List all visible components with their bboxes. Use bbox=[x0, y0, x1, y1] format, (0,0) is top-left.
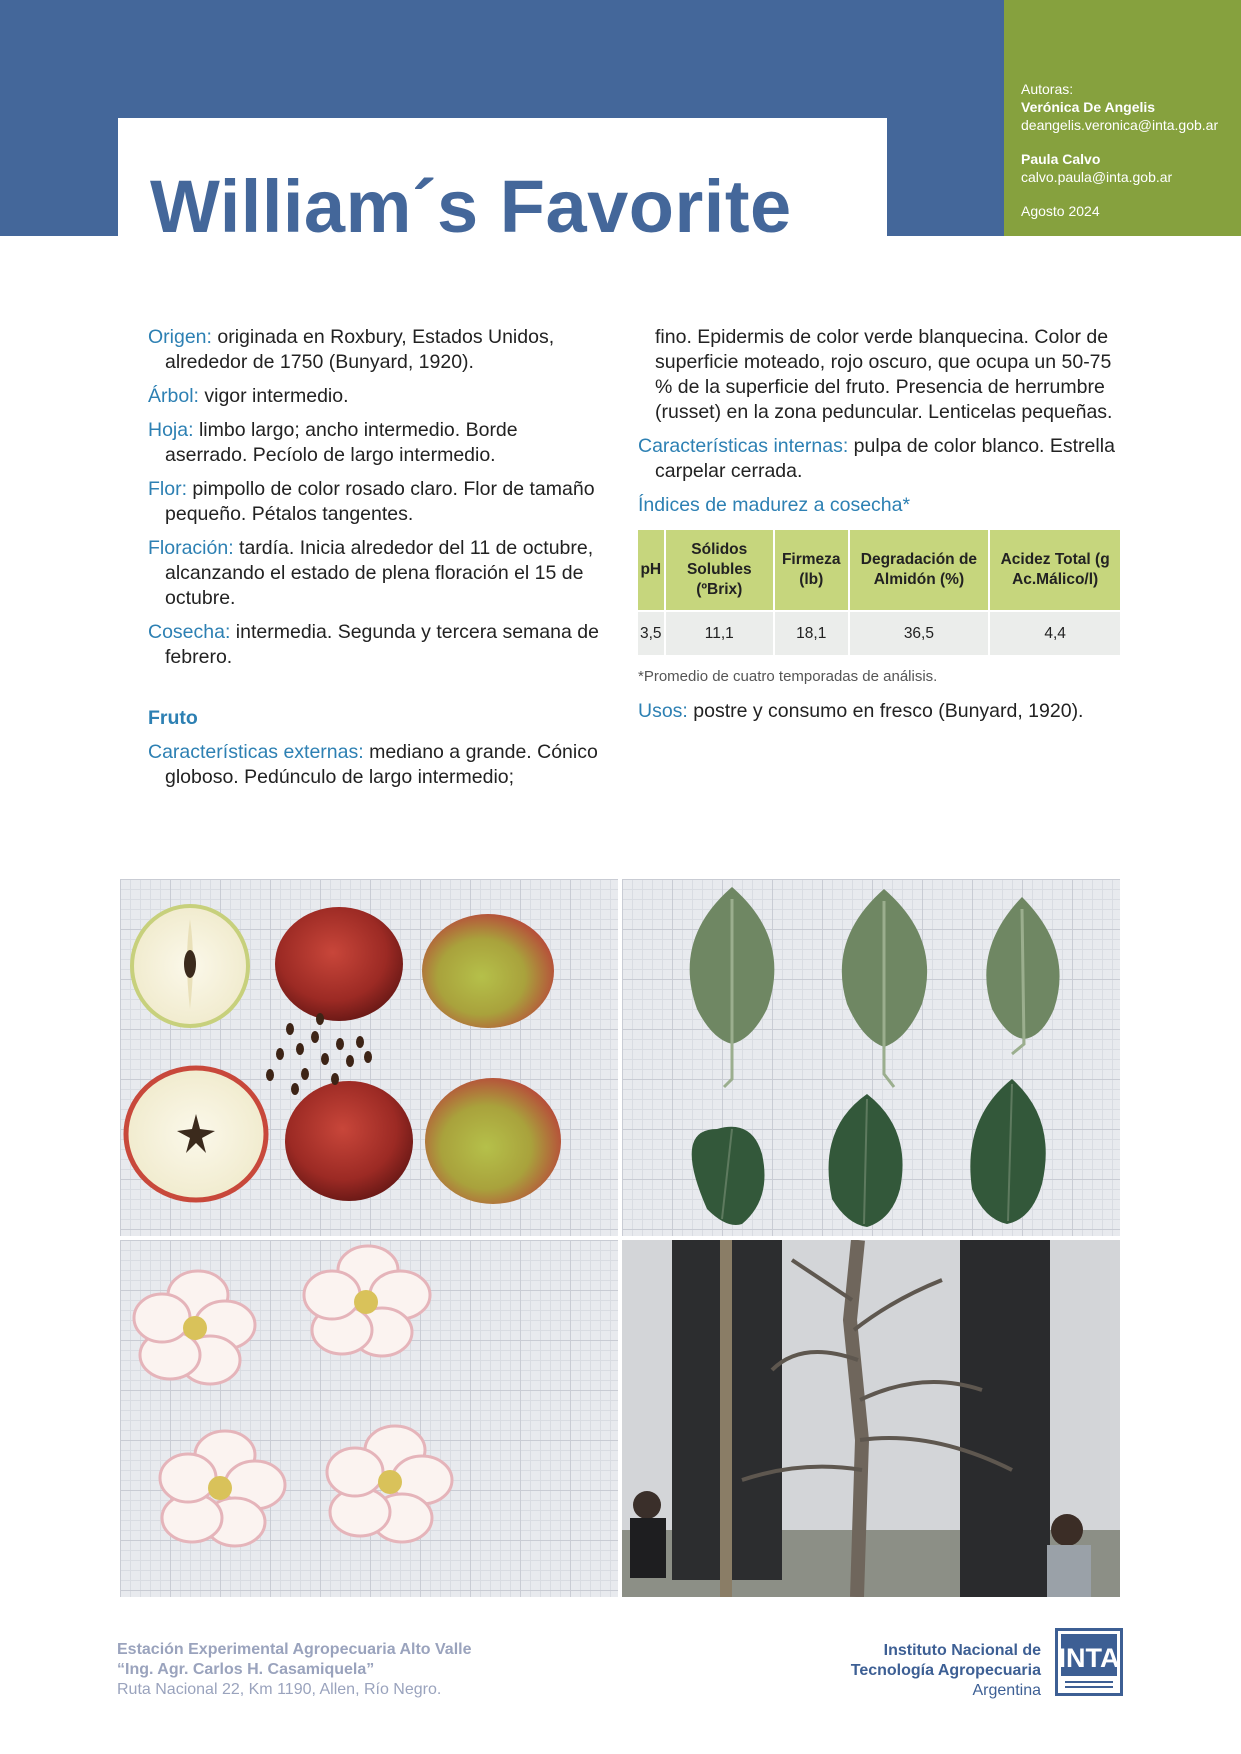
ext-continuation: fino. Epidermis de color verde blanquecina. Color de superficie moteado, rojo oscuro, que ocupa un 50-75 % de la superficie del fruto. Presencia de herrumbre (russet) en la zona peduncular. Lenticelas pequeñas. bbox=[655, 326, 1113, 423]
station-address bbox=[117, 1640, 471, 1700]
floracion-text: tardía. Inicia alrededor del 11 de octubre, alcanzando el estado de plena floración el 15 de octubre. bbox=[165, 537, 594, 609]
maturity-table bbox=[636, 530, 1122, 655]
value-ph: 3,5 bbox=[638, 610, 664, 655]
ext-text: mediano a grande. Cónico globoso. Pedúnculo de largo intermedio; bbox=[165, 741, 598, 788]
int-paragraph bbox=[638, 434, 1123, 484]
arbol-label: Árbol: bbox=[148, 385, 199, 407]
author1-name: Verónica De Angelis bbox=[1021, 99, 1156, 115]
flower-photo bbox=[120, 1240, 618, 1597]
fruto-heading: Fruto bbox=[148, 707, 198, 729]
page-title: William´s Favorite bbox=[150, 165, 792, 248]
floracion-label: Floración: bbox=[148, 537, 234, 559]
arbol-text: vigor intermedio. bbox=[198, 385, 349, 407]
authors-block bbox=[1021, 80, 1233, 220]
right-column bbox=[638, 325, 1123, 733]
flor-paragraph bbox=[148, 477, 603, 527]
station-name: Estación Experimental Agropecuaria Alto Valle bbox=[117, 1641, 472, 1658]
arbol-paragraph bbox=[148, 384, 603, 409]
value-almidon: 36,5 bbox=[850, 610, 989, 655]
int-text: pulpa de color blanco. Estrella carpelar cerrada. bbox=[655, 435, 1115, 482]
logo-text: INTA bbox=[1058, 1643, 1120, 1673]
header-solidos: Sólidos Solubles (ºBrix) bbox=[666, 530, 773, 610]
header-almidon: Degradación de Almidón (%) bbox=[850, 530, 989, 610]
institution-name bbox=[851, 1641, 1041, 1701]
floracion-paragraph bbox=[148, 536, 603, 611]
header-ph: pH bbox=[638, 530, 664, 610]
author1-email[interactable]: deangelis.veronica@inta.gob.ar bbox=[1021, 117, 1219, 133]
value-firmeza: 18,1 bbox=[775, 610, 848, 655]
usos-paragraph bbox=[638, 699, 1123, 724]
table-header-row bbox=[638, 530, 1120, 610]
author2-email[interactable]: calvo.paula@inta.gob.ar bbox=[1021, 169, 1173, 185]
authors-label: Autoras: bbox=[1021, 81, 1074, 97]
station-subname: “Ing. Agr. Carlos H. Casamiquela” bbox=[117, 1661, 375, 1678]
table-row bbox=[638, 610, 1120, 655]
header-acidez: Acidez Total (g Ac.Málico/l) bbox=[990, 530, 1120, 610]
institution-line2: Tecnología Agropecuaria bbox=[850, 1662, 1041, 1679]
cosecha-paragraph bbox=[148, 620, 603, 670]
institution-country: Argentina bbox=[972, 1682, 1041, 1699]
value-acidez: 4,4 bbox=[990, 610, 1120, 655]
tree-photo bbox=[622, 1240, 1120, 1597]
usos-label: Usos: bbox=[638, 700, 688, 722]
fruit-photo bbox=[120, 879, 618, 1236]
header-firmeza: Firmeza (lb) bbox=[775, 530, 848, 610]
int-label: Características internas: bbox=[638, 435, 849, 457]
publication-date: Agosto 2024 bbox=[1021, 203, 1100, 219]
origen-text: originada en Roxbury, Estados Unidos, alrededor de 1750 (Bunyard, 1920). bbox=[165, 326, 555, 373]
author2-name: Paula Calvo bbox=[1021, 151, 1101, 167]
hoja-text: limbo largo; ancho intermedio. Borde aserrado. Pecíolo de largo intermedio. bbox=[165, 419, 518, 466]
usos-text: postre y consumo en fresco (Bunyard, 1920). bbox=[687, 700, 1084, 722]
flor-text: pimpollo de color rosado claro. Flor de tamaño pequeño. Pétalos tangentes. bbox=[165, 478, 595, 525]
flor-label: Flor: bbox=[148, 478, 187, 500]
hoja-paragraph bbox=[148, 418, 603, 468]
hoja-label: Hoja: bbox=[148, 419, 194, 441]
title-box bbox=[118, 118, 887, 258]
value-solidos: 11,1 bbox=[666, 610, 773, 655]
leaf-photo bbox=[622, 879, 1120, 1236]
ext-paragraph bbox=[148, 740, 603, 790]
table-note: *Promedio de cuatro temporadas de análisis. bbox=[638, 668, 938, 685]
cosecha-label: Cosecha: bbox=[148, 621, 231, 643]
origen-label: Origen: bbox=[148, 326, 212, 348]
indices-heading: Índices de madurez a cosecha* bbox=[638, 494, 911, 516]
left-column bbox=[148, 325, 603, 799]
cosecha-text: intermedia. Segunda y tercera semana de febrero. bbox=[165, 621, 599, 668]
station-location: Ruta Nacional 22, Km 1190, Allen, Río Negro. bbox=[117, 1681, 442, 1698]
inta-logo-icon bbox=[1055, 1628, 1123, 1696]
institution-line1: Instituto Nacional de bbox=[883, 1642, 1041, 1659]
ext-label: Características externas: bbox=[148, 741, 364, 763]
origen-paragraph bbox=[148, 325, 603, 375]
